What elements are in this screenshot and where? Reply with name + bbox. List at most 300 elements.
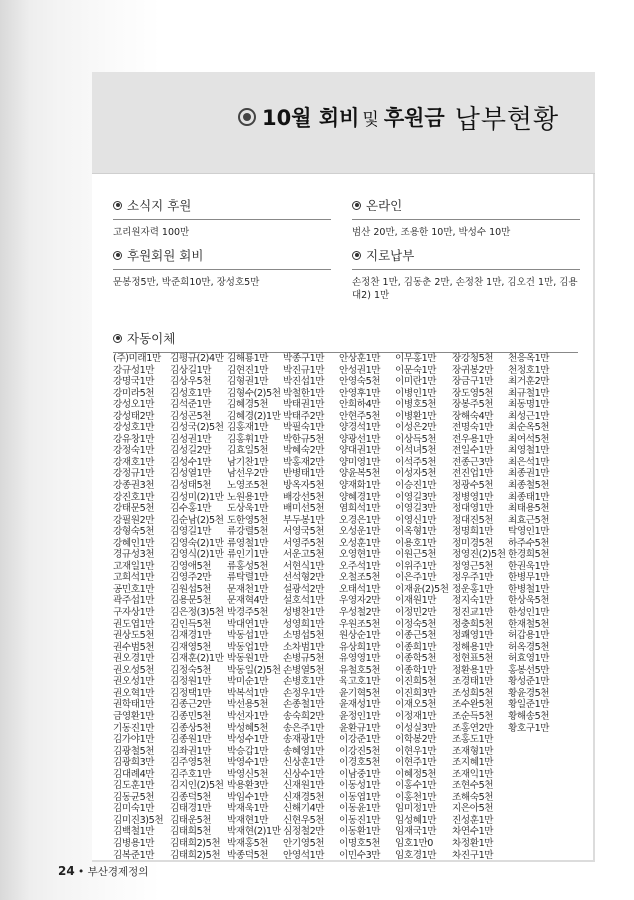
- list-item: 임미정1만: [395, 803, 437, 815]
- list-item: 금영환1만: [113, 710, 155, 722]
- list-item: 최성근1만: [508, 410, 550, 422]
- list-item: 정대진5천: [452, 514, 494, 526]
- list-item: 이현주1만: [395, 757, 437, 769]
- list-item: 이석주5천: [395, 456, 437, 468]
- list-item: 박재현(2)1만: [227, 826, 281, 838]
- list-item: 김순남(2)5천: [170, 514, 224, 526]
- list-item: 오경은1만: [339, 514, 381, 526]
- list-item: 김복준1만: [113, 849, 155, 861]
- list-item: 전명숙1만: [452, 422, 494, 434]
- section-body: 범산 20만, 조용한 10만, 박성수 10만: [352, 227, 511, 238]
- list-item: 남선우2만: [227, 468, 269, 480]
- list-item: 박진규1만: [283, 364, 325, 376]
- list-item: 이경호5천: [339, 757, 381, 769]
- list-item: 오성운1만: [339, 526, 381, 538]
- list-item: 이재원1만: [395, 595, 437, 607]
- list-item: 김성호1만: [170, 387, 212, 399]
- list-item: 이정민2만: [395, 607, 437, 619]
- list-item: 이강진5천: [339, 745, 381, 757]
- list-item: 박필숙1만: [283, 422, 325, 434]
- list-item: 박재홍5천: [227, 837, 269, 849]
- list-item: 조현수5천: [452, 780, 494, 792]
- list-item: 김백철1만: [113, 826, 155, 838]
- list-item: 김성태5천: [170, 480, 212, 492]
- list-item: 이상득5천: [395, 433, 437, 445]
- list-item: 김형수(2)5천: [227, 387, 281, 399]
- list-item: 윤정인1만: [339, 710, 381, 722]
- list-item: 이성은2만: [395, 422, 437, 434]
- list-item: 이성실3만: [395, 722, 437, 734]
- list-item: 설호석1만: [283, 595, 325, 607]
- list-item: 양대권1만: [339, 445, 381, 457]
- list-item: 김종근2만: [170, 699, 212, 711]
- name-column: [395, 353, 449, 861]
- list-item: 이민수3만: [339, 849, 381, 861]
- section-heading: 후원회원 회비: [127, 248, 204, 263]
- list-item: 신재원1만: [283, 780, 325, 792]
- section-heading: 지로납부: [366, 248, 415, 263]
- list-item: 박동원1만: [227, 653, 269, 665]
- list-item: 오주석1만: [339, 560, 381, 572]
- list-item: 김성열1만: [170, 468, 212, 480]
- list-item: 안영석1만: [283, 849, 325, 861]
- list-item: 김재영5천: [170, 641, 212, 653]
- list-item: 손종철1만: [283, 699, 325, 711]
- list-item: 한상욱5천: [508, 595, 550, 607]
- list-item: 권오경1만: [113, 653, 155, 665]
- list-item: 이종학1만: [395, 664, 437, 676]
- list-item: 김정원1만: [170, 676, 212, 688]
- list-item: 김홍휘1만: [227, 433, 269, 445]
- list-item: 신상수1만: [283, 768, 325, 780]
- list-item: 우원조5천: [339, 618, 381, 630]
- list-item: 김태희5천: [170, 826, 212, 838]
- list-item: 양윤복5천: [339, 468, 381, 480]
- list-item: 안희하4만: [339, 399, 381, 411]
- list-item: 김종원1만: [170, 734, 212, 746]
- list-item: 김성수1만: [170, 456, 212, 468]
- list-item: 정대영1만: [452, 503, 494, 515]
- list-item: 한경희5천: [508, 549, 550, 561]
- list-item: 장봉주5천: [452, 399, 494, 411]
- list-item: 정영근5천: [452, 560, 494, 572]
- list-item: 김수홍1만: [170, 503, 212, 515]
- list-item: 박철한1만: [283, 387, 325, 399]
- list-item: 이홍천1만: [395, 791, 437, 803]
- list-item: 소명섭5천: [283, 630, 325, 642]
- list-item: 이홍수1만: [395, 780, 437, 792]
- list-item: 김원섭5천: [170, 583, 212, 595]
- divider: [352, 219, 580, 220]
- list-item: 한병무1만: [508, 572, 550, 584]
- list-item: 이강준1만: [339, 734, 381, 746]
- list-item: 최여석5천: [508, 433, 550, 445]
- list-item: 장금구1만: [452, 376, 494, 388]
- list-item: 최거훈2만: [508, 376, 550, 388]
- list-item: 박경주5천: [227, 607, 269, 619]
- list-item: 안상훈1만: [339, 353, 381, 364]
- list-item: 김병용1만: [113, 837, 155, 849]
- name-column: [227, 353, 281, 861]
- list-item: 김미숙1만: [113, 803, 155, 815]
- list-item: 신재경5천: [283, 791, 325, 803]
- list-item: 성영희1만: [283, 618, 325, 630]
- list-item: 이현우1만: [395, 745, 437, 757]
- list-item: 노영조5천: [227, 480, 269, 492]
- list-item: 정병영1만: [452, 491, 494, 503]
- list-item: 김가야1만: [113, 734, 155, 746]
- list-item: 강성태2만: [113, 410, 155, 422]
- list-item: 고재일1만: [113, 560, 155, 572]
- list-item: 오태석1만: [339, 583, 381, 595]
- list-item: 반병태1만: [283, 468, 325, 480]
- list-item: 박성수1만: [227, 734, 269, 746]
- list-item: 서영국5천: [283, 526, 325, 538]
- list-item: 김성미(2)1만: [170, 491, 224, 503]
- divider: [352, 269, 580, 270]
- list-item: 최규철1만: [508, 387, 550, 399]
- list-item: 조수완5천: [452, 699, 494, 711]
- list-item: 이혜정5천: [395, 768, 437, 780]
- list-item: 허옥경5천: [508, 641, 550, 653]
- list-item: 김태희2)5천: [170, 837, 221, 849]
- list-item: 김지인(2)5천: [170, 780, 224, 792]
- list-item: 김인득5천: [170, 618, 212, 630]
- list-item: 구자상1만: [113, 607, 155, 619]
- list-item: 강필원2만: [113, 514, 155, 526]
- section-giro: [352, 246, 580, 302]
- list-item: 권오혁1만: [113, 687, 155, 699]
- list-item: 조성희5천: [452, 687, 494, 699]
- list-item: 정충희5천: [452, 618, 494, 630]
- list-item: 허효영1만: [508, 653, 550, 665]
- list-item: 장강청5천: [452, 353, 494, 364]
- list-item: 박혜숙2만: [283, 445, 325, 457]
- list-item: 최은석1만: [508, 456, 550, 468]
- list-item: 양경석1만: [339, 422, 381, 434]
- list-item: 김미진3)5천: [113, 814, 164, 826]
- list-item: 서현식1만: [283, 560, 325, 572]
- list-item: 황윤경5천: [508, 687, 550, 699]
- publication-name: 부산경제정의: [87, 866, 149, 878]
- list-item: 이석녀5천: [395, 445, 437, 457]
- list-item: 이재오5천: [395, 699, 437, 711]
- list-item: 권도엽1만: [113, 618, 155, 630]
- list-item: 양광선1만: [339, 433, 381, 445]
- title-sponsor: 후원금: [383, 106, 445, 130]
- list-item: 이병인1만: [395, 387, 437, 399]
- list-item: 김영주2만: [170, 572, 212, 584]
- list-item: 조홍연2만: [452, 722, 494, 734]
- list-item: 황호구1만: [508, 722, 550, 734]
- name-column: [170, 353, 224, 861]
- list-item: 장해숙4만: [452, 410, 494, 422]
- list-item: 정진교1만: [452, 607, 494, 619]
- footer-separator: •: [78, 866, 85, 878]
- list-item: 임호경1만: [395, 849, 437, 861]
- list-item: 양혜경1만: [339, 491, 381, 503]
- list-item: 안영후1만: [339, 387, 381, 399]
- list-item: 조홍도1만: [452, 734, 494, 746]
- list-item: 천응옥1만: [508, 353, 550, 364]
- list-item: 정해용1만: [452, 641, 494, 653]
- list-item: 정광수5천: [452, 480, 494, 492]
- list-item: 송혜영1만: [283, 745, 325, 757]
- list-item: 박한규5천: [283, 433, 325, 445]
- list-item: 선석형2만: [283, 572, 325, 584]
- list-item: 권수범5천: [113, 641, 155, 653]
- section-member: [113, 246, 331, 289]
- list-item: 정영진(2)5천: [452, 549, 506, 561]
- list-item: 고희석1만: [113, 572, 155, 584]
- list-item: 박동일(2)5천: [227, 664, 281, 676]
- name-column: [283, 353, 333, 861]
- bullet-icon: [113, 201, 122, 210]
- list-item: 김광철5천: [113, 745, 155, 757]
- list-item: 소차범1만: [283, 641, 325, 653]
- list-item: 진성훈1만: [452, 814, 494, 826]
- list-item: 김정택1만: [170, 687, 212, 699]
- list-item: 차진구1만: [452, 849, 494, 861]
- list-item: 안현주5천: [339, 410, 381, 422]
- list-item: 김재훈(2)1만: [170, 653, 224, 665]
- list-item: (주)미래1만: [113, 353, 161, 364]
- list-item: 김도훈1만: [113, 780, 155, 792]
- list-item: 이동환1만: [339, 826, 381, 838]
- section-heading: 소식지 후원: [127, 198, 192, 213]
- list-item: 이남중1만: [339, 768, 381, 780]
- list-item: 전우용1만: [452, 433, 494, 445]
- list-item: 김영식(2)1만: [170, 549, 224, 561]
- list-item: 지은아5천: [452, 803, 494, 815]
- list-item: 한권욱1만: [508, 560, 550, 572]
- list-item: 안영숙5천: [339, 376, 381, 388]
- section-body: 손정찬 1만, 김동춘 2만, 손정찬 1만, 김오건 1만, 김용대2) 1만: [352, 277, 578, 301]
- list-item: 이동진1만: [339, 814, 381, 826]
- name-column: [113, 353, 163, 861]
- list-item: 노원용1만: [227, 491, 269, 503]
- list-item: 김해룡1만: [227, 353, 269, 364]
- list-item: 조해숙5천: [452, 791, 494, 803]
- list-item: 김동균5천: [113, 791, 155, 803]
- list-item: 이정숙5천: [395, 618, 437, 630]
- list-item: 최영철1만: [508, 445, 550, 457]
- list-item: 손병열5천: [283, 664, 325, 676]
- list-item: 조순득5천: [452, 710, 494, 722]
- list-item: 김상길1만: [170, 364, 212, 376]
- list-item: 김재경1만: [170, 630, 212, 642]
- list-item: 임재국1만: [395, 826, 437, 838]
- list-item: 윤환규1만: [339, 722, 381, 734]
- list-item: 김주영5천: [170, 757, 212, 769]
- list-item: 최태용5천: [508, 503, 550, 515]
- list-item: 이문숙1만: [395, 364, 437, 376]
- list-item: 최종태1만: [508, 491, 550, 503]
- list-item: 류인기1만: [227, 549, 269, 561]
- list-item: 송재광1만: [283, 734, 325, 746]
- list-item: 강성오1만: [113, 399, 155, 411]
- list-item: 박재현1만: [227, 814, 269, 826]
- list-item: 이동엽1만: [339, 791, 381, 803]
- list-item: 최종권1만: [508, 468, 550, 480]
- list-item: 곽주섭1만: [113, 595, 155, 607]
- list-item: 김형권1만: [227, 376, 269, 388]
- list-item: 신상훈1만: [283, 757, 325, 769]
- list-item: 류영철1만: [227, 537, 269, 549]
- name-column: [339, 353, 389, 861]
- list-item: 김태희2)5천: [170, 849, 221, 861]
- list-item: 김영애5천: [170, 560, 212, 572]
- list-item: 이종근5천: [395, 630, 437, 642]
- section-body: 문봉정5만, 박준희10만, 장성호5만: [113, 277, 260, 288]
- list-item: 강종권3천: [113, 480, 155, 492]
- list-item: 이명호5천: [339, 837, 381, 849]
- list-item: 조경태1만: [452, 676, 494, 688]
- list-item: 유철호5천: [339, 664, 381, 676]
- list-item: 차연수1만: [452, 826, 494, 838]
- list-item: 정쾌영1만: [452, 630, 494, 642]
- list-item: 류홍성5천: [227, 560, 269, 572]
- list-item: 강형숙5천: [113, 526, 155, 538]
- list-item: 육고호1만: [339, 676, 381, 688]
- list-item: 정명희1만: [452, 526, 494, 538]
- list-item: 최종철5천: [508, 480, 550, 492]
- list-item: 손병규5천: [283, 653, 325, 665]
- list-item: 심정철2만: [283, 826, 325, 838]
- list-item: 윤재성1만: [339, 699, 381, 711]
- list-item: 박재욱1만: [227, 803, 269, 815]
- list-item: 이영길3만: [395, 503, 437, 515]
- list-item: 김용문5천: [170, 595, 212, 607]
- list-item: 성병찬1만: [283, 607, 325, 619]
- list-item: 이병환1만: [395, 410, 437, 422]
- divider: [113, 269, 331, 270]
- list-item: 박대연1만: [227, 618, 269, 630]
- list-item: 이진희5천: [395, 676, 437, 688]
- list-item: 강태문5천: [113, 503, 155, 515]
- list-item: 김영숙(2)1만: [170, 537, 224, 549]
- list-item: 전일수1만: [452, 445, 494, 457]
- list-item: 이은주1만: [395, 572, 437, 584]
- list-item: 이종희1만: [395, 641, 437, 653]
- list-item: 김좌권1만: [170, 745, 212, 757]
- list-item: 설광석2만: [283, 583, 325, 595]
- list-item: 홍봉선5만: [508, 664, 550, 676]
- list-item: 장귀봉2만: [452, 364, 494, 376]
- list-item: 최순옥5천: [508, 422, 550, 434]
- list-item: 박태주2만: [283, 410, 325, 422]
- list-item: 최동명1만: [508, 399, 550, 411]
- list-item: 강진호1만: [113, 491, 155, 503]
- title-bullet-icon: [238, 108, 256, 126]
- list-item: 서영주5천: [283, 537, 325, 549]
- list-item: 김성길2만: [170, 445, 212, 457]
- list-item: 전종근3만: [452, 456, 494, 468]
- list-item: 강성호1만: [113, 422, 155, 434]
- list-item: 황해송5천: [508, 710, 550, 722]
- list-item: 안성권1만: [339, 364, 381, 376]
- list-item: 김성권1만: [170, 433, 212, 445]
- list-item: 이동윤1만: [339, 803, 381, 815]
- list-item: 이재윤(2)5천: [395, 583, 449, 595]
- list-item: 권학태1만: [113, 699, 155, 711]
- list-item: 김종상5천: [170, 722, 212, 734]
- list-item: 김혜경5천: [227, 399, 269, 411]
- list-item: 양미영1만: [339, 456, 381, 468]
- list-item: 유상희1만: [339, 641, 381, 653]
- list-item: 박성혜5천: [227, 722, 269, 734]
- list-item: 이병호5천: [395, 399, 437, 411]
- list-item: 강명국1만: [113, 376, 155, 388]
- list-item: 이미란1만: [395, 376, 437, 388]
- list-item: 박홍재2만: [283, 456, 325, 468]
- list-item: 이승진1만: [395, 480, 437, 492]
- list-item: 배강선5천: [283, 491, 325, 503]
- footer: [58, 864, 148, 879]
- list-item: 이옥형1만: [395, 526, 437, 538]
- list-item: 문재천1만: [227, 583, 269, 595]
- list-item: 김평규(2)4만: [170, 353, 224, 364]
- list-item: 정환용1만: [452, 664, 494, 676]
- list-item: 전진업1만: [452, 468, 494, 480]
- list-item: 이학봉2만: [395, 734, 437, 746]
- list-item: 강규성1만: [113, 364, 155, 376]
- list-item: 염희석1만: [339, 503, 381, 515]
- list-item: 부두봉1만: [283, 514, 325, 526]
- list-item: 오철조5천: [339, 572, 381, 584]
- list-item: 황성준1만: [508, 676, 550, 688]
- list-item: 이동성1만: [339, 780, 381, 792]
- list-item: 김종덕5천: [170, 791, 212, 803]
- list-item: 김태운5천: [170, 814, 212, 826]
- list-item: 김성국(2)5천: [170, 422, 224, 434]
- list-item: 권오성1만: [113, 676, 155, 688]
- list-item: 기동진1만: [113, 722, 155, 734]
- list-item: 서운고5천: [283, 549, 325, 561]
- list-item: 황일준1만: [508, 699, 550, 711]
- name-column: [452, 353, 506, 861]
- list-item: 박동업1만: [227, 641, 269, 653]
- list-item: 신현우5천: [283, 814, 325, 826]
- list-item: 정우주1만: [452, 572, 494, 584]
- list-item: 이위주1만: [395, 560, 437, 572]
- list-item: 김대례4만: [113, 768, 155, 780]
- list-item: 양재화1만: [339, 480, 381, 492]
- list-item: 김석준1만: [170, 399, 212, 411]
- list-item: 하주수5천: [508, 537, 550, 549]
- section-online: [352, 196, 580, 239]
- section-heading: 자동이체: [127, 331, 176, 346]
- list-item: 박영수1만: [227, 757, 269, 769]
- list-item: 탁영인1만: [508, 526, 550, 538]
- list-item: 이진희3만: [395, 687, 437, 699]
- list-item: 김효일5천: [227, 445, 269, 457]
- name-column: [508, 353, 558, 734]
- list-item: 이종학5천: [395, 653, 437, 665]
- list-item: 강정숙1만: [113, 445, 155, 457]
- list-item: 김홍재1만: [227, 422, 269, 434]
- list-item: 공민호1만: [113, 583, 155, 595]
- section-heading: 온라인: [366, 198, 403, 213]
- divider: [113, 219, 331, 220]
- auto-transfer-list: [113, 353, 578, 861]
- list-item: 정운홍1만: [452, 583, 494, 595]
- list-item: 권오성5천: [113, 664, 155, 676]
- list-item: 송숙희2만: [283, 710, 325, 722]
- list-item: 김광희3만: [113, 757, 155, 769]
- list-item: 강재호1만: [113, 456, 155, 468]
- bullet-icon: [113, 334, 122, 343]
